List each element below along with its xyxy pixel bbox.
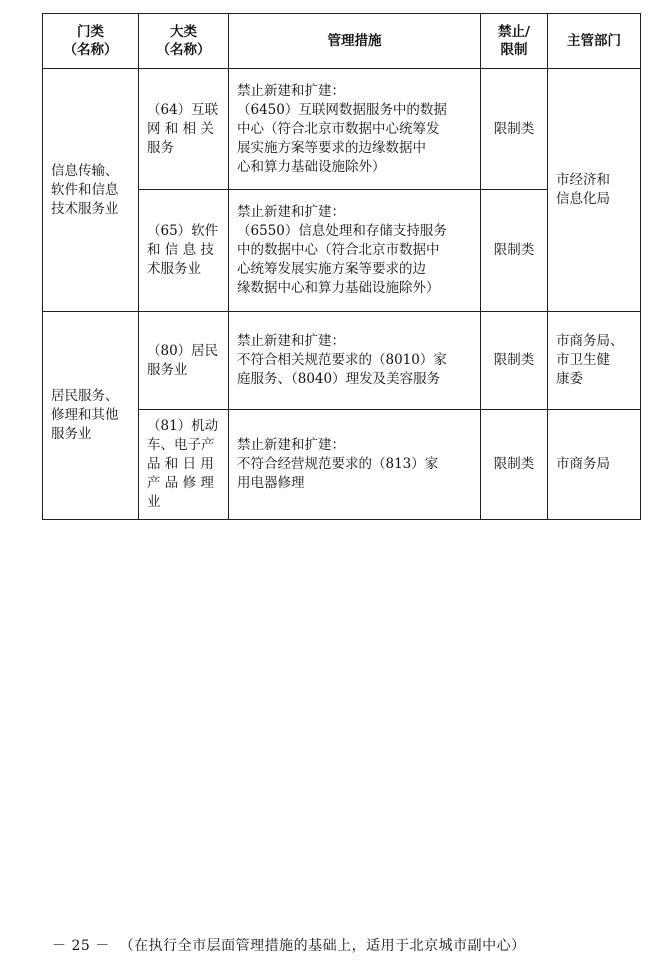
measure-text: 禁止新建和扩建： 不符合相关规范要求的（8010）家 庭服务、（8040）理发及美容服务 [237, 333, 447, 387]
department-cell [548, 69, 641, 312]
department-cell [548, 410, 641, 520]
category-label: 信息传输、 软件和信息 技术服务业 [51, 162, 119, 217]
header-category: 门类 （名称） [43, 14, 139, 69]
page-footer [52, 935, 526, 955]
footer-note: （在执行全市层面管理措施的基础上，适用于北京城市副中心） [119, 938, 526, 954]
restriction-cell [481, 410, 548, 520]
table-row [43, 69, 641, 190]
subcategory-label: （80）居民 服务业 [147, 342, 219, 378]
measures-table [42, 13, 641, 520]
category-label: 居民服务、 修理和其他 服务业 [51, 388, 119, 442]
subcategory-label: （65）软件 和 信 息 技 术服务业 [147, 223, 219, 277]
department-label: 市商务局、 市卫生健 康委 [556, 333, 624, 387]
header-measures: 管理措施 [229, 14, 481, 69]
measure-text: 禁止新建和扩建： （6450）互联网数据服务中的数据 中心（符合北京市数据中心统筹发 展实施方案等要求的边缘数据中 心和算力基础设施除外） [237, 82, 447, 175]
measure-cell [229, 69, 481, 190]
subcategory-cell [139, 410, 229, 520]
restriction-cell [481, 69, 548, 190]
measure-text: 禁止新建和扩建： 不符合经营规范要求的（813）家 用电器修理 [237, 437, 439, 491]
category-cell [43, 69, 139, 312]
restriction-label: 限制类 [493, 120, 535, 137]
restriction-cell [481, 312, 548, 410]
header-row [43, 14, 641, 69]
category-cell [43, 312, 139, 520]
header-subcategory: 大类 （名称） [139, 14, 229, 69]
table-row [43, 312, 641, 410]
department-label: 市商务局 [556, 456, 610, 472]
measure-text: 禁止新建和扩建： （6550）信息处理和存储支持服务 中的数据中心（符合北京市数据中 心统筹发展实施方案等要求的边 缘数据中心和算力基础设施除外） [237, 204, 447, 296]
page-number: － 25 － [52, 938, 110, 954]
subcategory-label: （64）互联 网 和 相 关 服务 [147, 101, 219, 156]
subcategory-cell [139, 312, 229, 410]
measure-cell [229, 312, 481, 410]
restriction-label: 限制类 [493, 456, 535, 472]
restriction-label: 限制类 [493, 242, 535, 258]
header-department: 主管部门 [548, 14, 641, 69]
restriction-cell [481, 190, 548, 312]
subcategory-cell [139, 190, 229, 312]
measure-cell [229, 190, 481, 312]
header-restriction: 禁止/ 限制 [481, 14, 548, 69]
measure-cell [229, 410, 481, 520]
department-cell [548, 312, 641, 410]
restriction-label: 限制类 [493, 352, 535, 368]
subcategory-cell [139, 69, 229, 190]
subcategory-label: （81）机动 车、电子产 品 和 日 用 产 品 修 理 业 [147, 418, 219, 510]
department-label: 市经济和 信息化局 [556, 172, 610, 207]
